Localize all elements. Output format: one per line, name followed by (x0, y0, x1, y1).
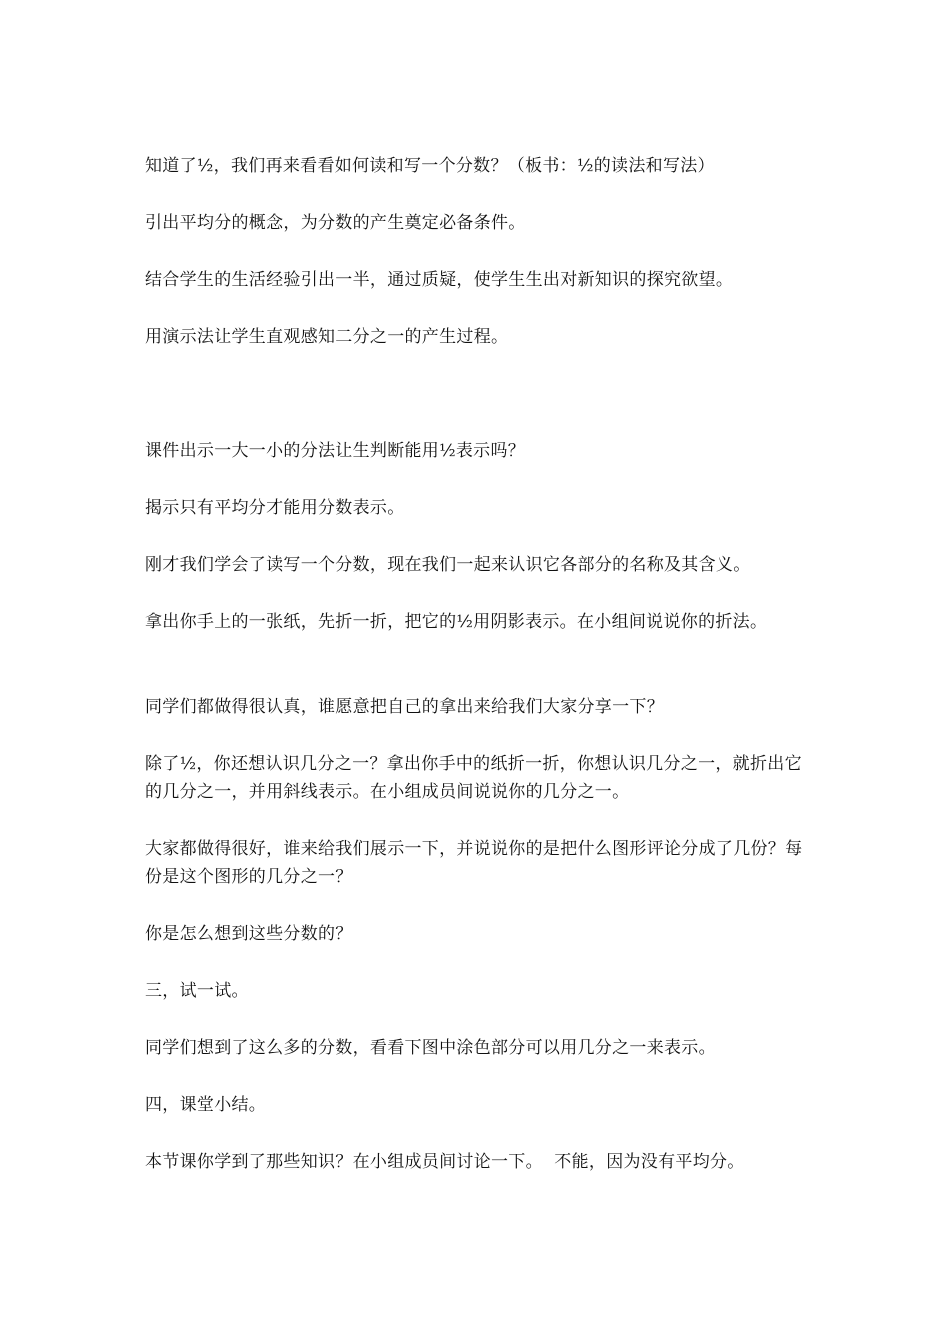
paragraph-9: 同学们都做得很认真，谁愿意把自己的拿出来给我们大家分享一下？ (145, 697, 664, 717)
section-heading-try: 三，试一试。 (145, 981, 249, 1001)
paragraph-3: 结合学生的生活经验引出一半，通过质疑，使学生生出对新知识的探究欲望。 (145, 270, 734, 290)
paragraph-13: 同学们想到了这么多的分数，看看下图中涂色部分可以用几分之一来表示。 (145, 1038, 716, 1058)
paragraph-11: 大家都做得很好，谁来给我们展示一下，并说说你的是把什么图形评论分成了几份？每份是这个图形的几分之一？ (145, 839, 803, 887)
paragraph-7: 刚才我们学会了读写一个分数，现在我们一起来认识它各部分的名称及其含义。 (145, 555, 751, 575)
paragraph-12: 你是怎么想到这些分数的？ (145, 924, 353, 944)
paragraph-1: 知道了½，我们再来看看如何读和写一个分数？（板书：½的读法和写法） (145, 156, 715, 176)
paragraph-4: 用演示法让学生直观感知二分之一的产生过程。 (145, 327, 509, 347)
paragraph-6: 揭示只有平均分才能用分数表示。 (145, 498, 405, 518)
section-heading-summary: 四，课堂小结。 (145, 1095, 267, 1115)
paragraph-8: 拿出你手上的一张纸，先折一折，把它的½用阴影表示。在小组间说说你的折法。 (145, 612, 768, 632)
paragraph-10: 除了½，你还想认识几分之一？拿出你手中的纸折一折，你想认识几分之一，就折出它的几分之一，并用斜线表示。在小组成员间说说你的几分之一。 (145, 754, 802, 802)
paragraph-14: 本节课你学到了那些知识？在小组成员间讨论一下。 不能，因为没有平均分。 (145, 1152, 745, 1172)
paragraph-5: 课件出示一大一小的分法让生判断能用½表示吗？ (145, 441, 526, 461)
paragraph-2: 引出平均分的概念，为分数的产生奠定必备条件。 (145, 213, 526, 233)
